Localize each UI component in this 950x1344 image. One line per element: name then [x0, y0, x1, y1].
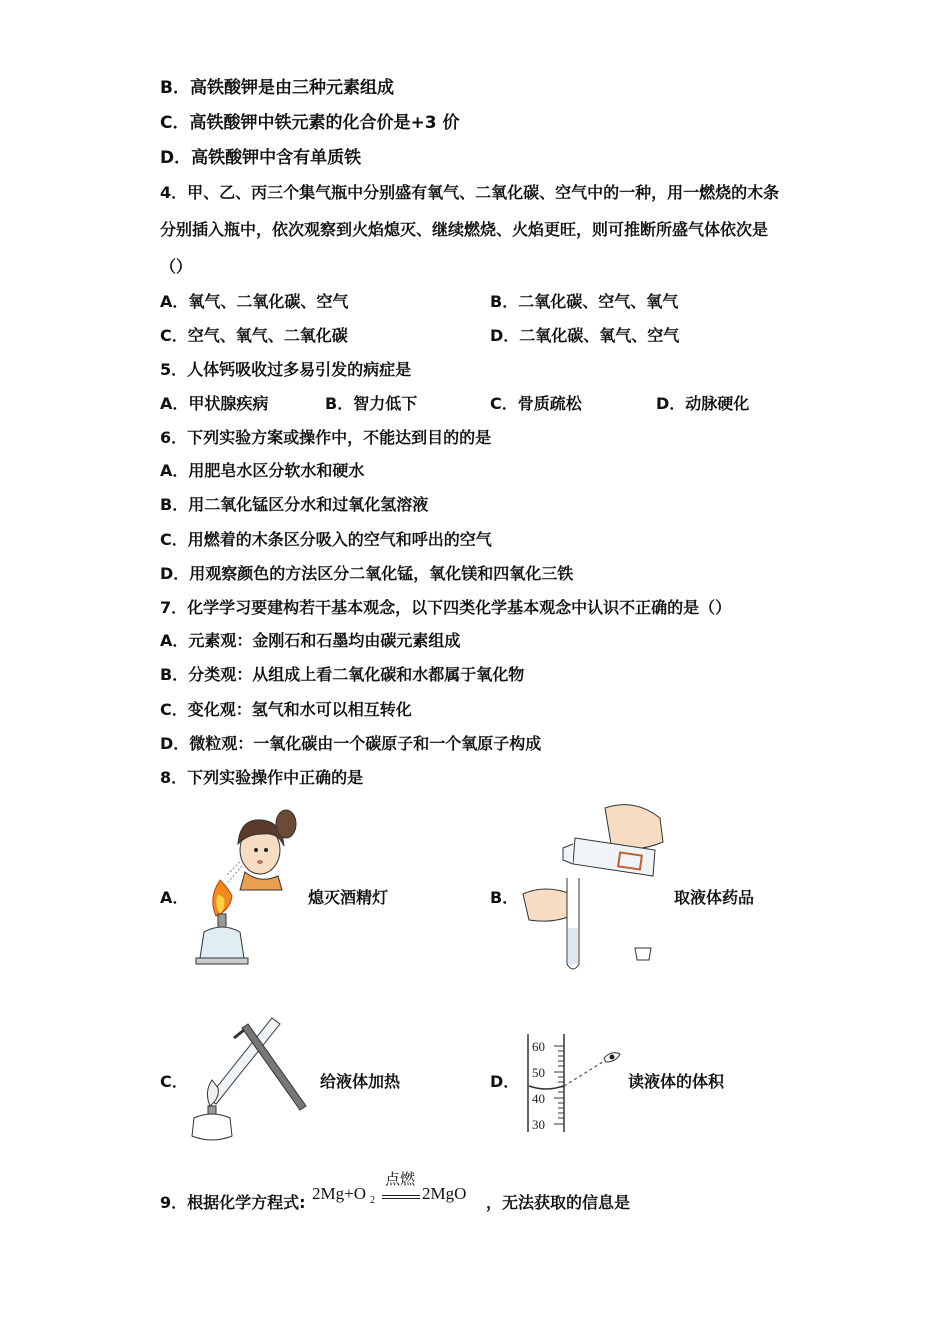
q8-option-d-label: 读液体的体积 — [628, 1072, 725, 1091]
q8-option-c-letter: C． — [160, 1072, 188, 1091]
measuring-cylinder-figure — [520, 1032, 630, 1138]
q4-stem-line2: 分别插入瓶中，依次观察到火焰熄灭、继续燃烧、火焰更旺，则可推断所盛气体依次是 — [160, 220, 769, 239]
chemical-equation — [312, 1168, 482, 1212]
cylinder-tick-30: 30 — [532, 1117, 545, 1132]
q8-option-b-label: 取液体药品 — [674, 888, 755, 907]
q4-option-d: D．二氧化碳、氧气、空气 — [490, 326, 680, 345]
q4-option-a: A．氧气、二氧化碳、空气 — [160, 292, 349, 311]
cylinder-tick-60: 60 — [532, 1039, 545, 1054]
q6-stem: 6．下列实验方案或操作中，不能达到目的的是 — [160, 428, 492, 447]
q9-stem-suffix: ，无法获取的信息是 — [486, 1193, 631, 1212]
q5-option-a: A．甲状腺疾病 — [160, 394, 269, 413]
q4-stem-line1: 4．甲、乙、丙三个集气瓶中分别盛有氧气、二氧化碳、空气中的一种，用一燃烧的木条 — [160, 183, 780, 202]
q3-option-b: B．高铁酸钾是由三种元素组成 — [160, 78, 394, 98]
equation-product: 2MgO — [422, 1184, 467, 1203]
blowing-out-lamp-figure — [190, 798, 305, 973]
q8-option-c-label: 给液体加热 — [320, 1072, 401, 1091]
q8-stem: 8．下列实验操作中正确的是 — [160, 768, 364, 787]
q5-option-d: D．动脉硬化 — [656, 394, 750, 413]
equation-condition: 点燃 — [385, 1172, 416, 1188]
equation-line-bottom — [382, 1198, 420, 1199]
q4-stem-line3: （） — [160, 257, 193, 276]
q7-option-a: A．元素观：金刚石和石墨均由碳元素组成 — [160, 631, 461, 650]
q6-option-b: B．用二氧化锰区分水和过氧化氢溶液 — [160, 495, 429, 514]
equation-line-top — [382, 1195, 420, 1196]
heating-liquid-figure — [186, 1010, 316, 1145]
q4-option-c: C．空气、氧气、二氧化碳 — [160, 326, 348, 345]
equation-reactants: 2Mg+O — [312, 1184, 366, 1203]
q4-option-b: B．二氧化碳、空气、氧气 — [490, 292, 679, 311]
q8-option-d-letter: D． — [490, 1072, 520, 1091]
q7-option-b: B．分类观：从组成上看二氧化碳和水都属于氧化物 — [160, 665, 525, 684]
q7-stem: 7．化学学习要建构若干基本观念，以下四类化学基本观念中认识不正确的是（） — [160, 598, 732, 617]
q9-stem-prefix: 9．根据化学方程式: — [160, 1193, 306, 1212]
q7-option-d: D．微粒观：一氧化碳由一个碳原子和一个氧原子构成 — [160, 734, 542, 753]
cylinder-tick-50: 50 — [532, 1065, 545, 1080]
q3-option-c: C．高铁酸钾中铁元素的化合价是+3 价 — [160, 113, 460, 133]
q5-option-b: B．智力低下 — [325, 394, 418, 413]
q3-option-d: D．高铁酸钾中含有单质铁 — [160, 148, 362, 168]
pouring-liquid-figure — [515, 798, 675, 978]
cylinder-tick-40: 40 — [532, 1091, 545, 1106]
q8-option-a-letter: A． — [160, 888, 189, 907]
q8-option-b-letter: B． — [490, 888, 519, 907]
equation-subscript: 2 — [370, 1195, 375, 1206]
q5-stem: 5．人体钙吸收过多易引发的病症是 — [160, 360, 412, 379]
q7-option-c: C．变化观：氢气和水可以相互转化 — [160, 700, 412, 719]
q8-option-a-label: 熄灭酒精灯 — [308, 888, 389, 907]
q6-option-c: C．用燃着的木条区分吸入的空气和呼出的空气 — [160, 530, 492, 549]
q5-option-c: C．骨质疏松 — [490, 394, 582, 413]
q6-option-d: D．用观察颜色的方法区分二氧化锰，氧化镁和四氧化三铁 — [160, 564, 574, 583]
q6-option-a: A．用肥皂水区分软水和硬水 — [160, 461, 365, 480]
